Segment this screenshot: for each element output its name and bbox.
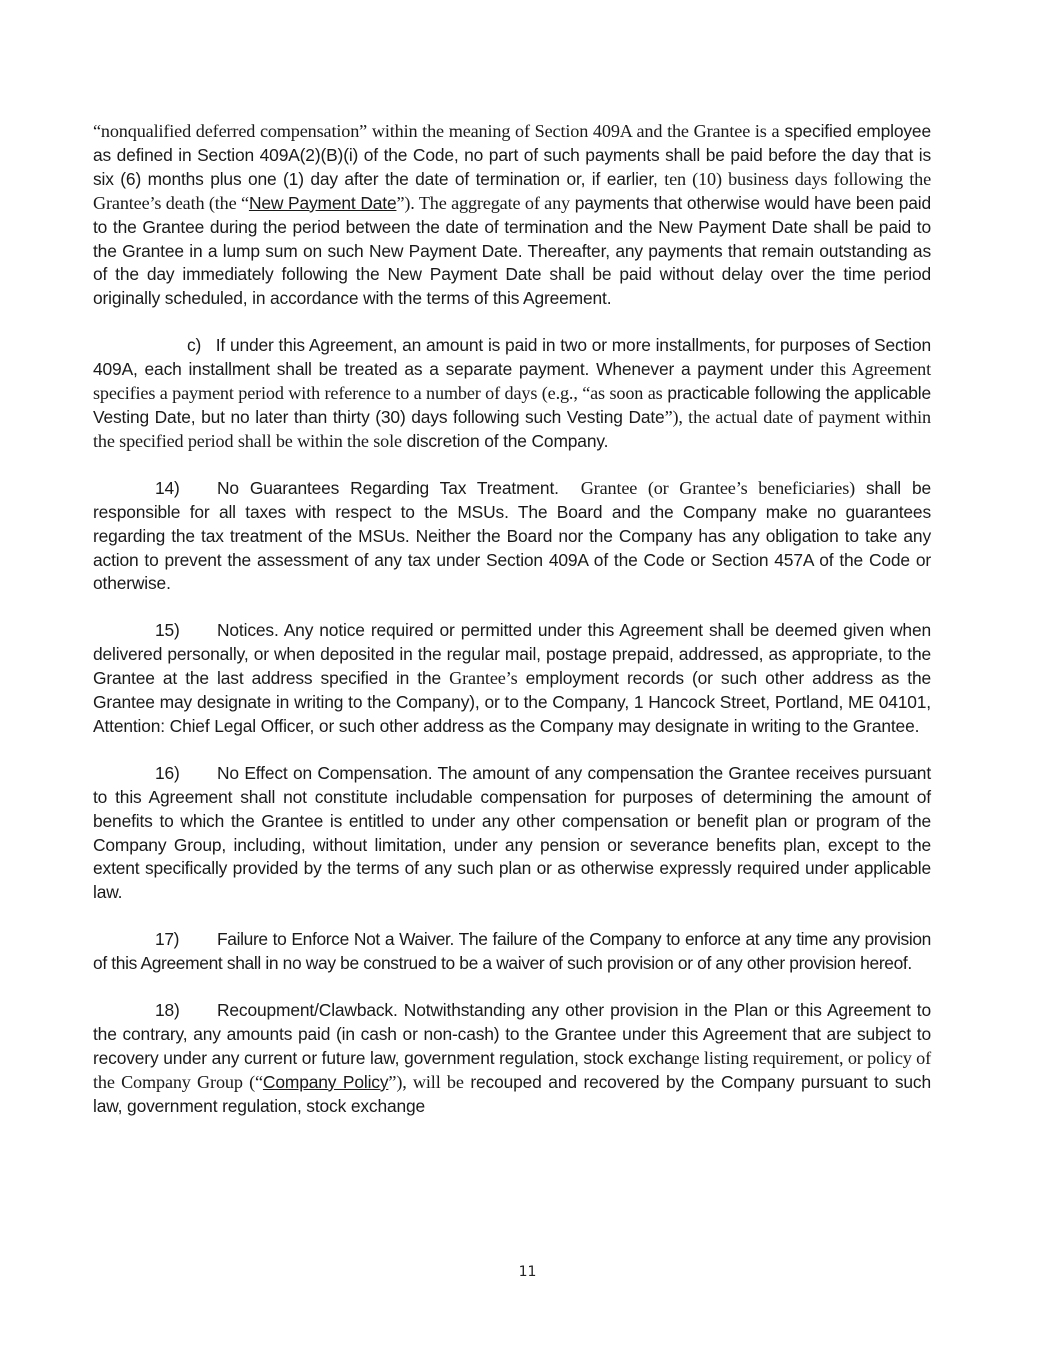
paragraph-installments [93,334,931,454]
text-run: discretion of the Company. [406,430,609,451]
section-16-no-effect-on-compensation [93,762,931,905]
section-heading: Recoupment/Clawback. [217,1000,398,1021]
section-heading: Notices. [217,620,279,641]
text-run: shall be responsible for all taxes with respect to the MSUs. The Board and the Company make no guarantees regarding the tax treatment of the MSUs. Neither the Board nor the Company has any obligation to take any action to prevent the assessment of any tax under Section 409A of the Code or Section 457A of the Code or otherwise. [93,477,931,594]
text-run: recouped and recovered by the Company pursuant to such law, government regulation, stock exchange [93,1071,931,1116]
defined-term-new-payment-date: New Payment Date [248,192,397,213]
paragraph-409a-continuation [93,120,931,311]
text-run: “nonqualified deferred compensation” within the meaning of Section 409A and the Grantee is a [93,121,780,141]
section-17-failure-to-enforce [93,928,931,976]
text-run: The amount of any compensation the Grantee receives pursuant to this Agreement shall not constitute includable compensation for purposes of determining the amount of benefits to which the Grantee is entitled to under any other compensation or benefit plan or program of the Company Group, including, without limitation, under any pension or severance benefits plan, except to the extent specifically provided by the terms of any such plan or as otherwise expressly required under applicable law. [93,762,931,903]
section-15-notices [93,619,931,739]
subsection-number: c) [187,335,202,356]
section-number: 15) [155,620,180,641]
text-run: nge listing requirement, or policy of the Company Group (“ [93,1047,931,1092]
section-number: 18) [155,1000,180,1021]
section-heading: No Effect on Compensation. [217,762,433,783]
section-18-recoupment-clawback [93,999,931,1119]
text-run: ”). The aggregate of any [396,192,570,213]
text-run: ”), the actual date of payment within the specified period shall be within the sole [93,406,931,451]
section-heading: Failure to Enforce Not a Waiver. [217,929,455,950]
text-run: this Agreement specifies a payment period with reference to a number of days (e.g., “as soon as [93,359,931,404]
text-run: Grantee (or Grantee’s beneficiaries) [580,477,856,498]
text-run: employment records (or such other address as the Grantee may designate in writing to the Company), or to the Company, 1 Hancock Street, Portland, ME 04101, Attention: Chief Legal Officer, or such other address as the Company may designate in writing to the Grantee. [93,668,932,736]
defined-term-company-policy: Company Policy [262,1071,389,1092]
section-14-tax-treatment [93,477,931,597]
text-run: The failure of the Company to enforce at any time any provision of this Agreement shall in no way be construed to be a waiver of such provision or of any other provision hereof. [93,929,931,974]
section-number: 16) [155,762,180,783]
section-heading: No Guarantees Regarding Tax Treatment. [217,477,559,498]
text-run: Grantee’s [449,668,518,689]
document-body [93,120,931,1142]
text-run: If under this Agreement, an amount is paid in two or more installments, for purposes of Section 409A, each installment shall be treated as a separate payment. Whenever a payment under [93,335,932,380]
text-run: specified employee as defined in Section 409A(2)(B)(i) of the Code, no part of such payments shall be paid before the day that is six (6) months plus one (1) day after the date of termination or, if earlier, [93,121,931,189]
text-run: ten (10) business days following the Grantee’s death (the “ [93,168,932,213]
text-run: Notwithstanding any other provision in the Plan or this Agreement to the contrary, any amounts paid (in cash or non-cash) to the Grantee under this Agreement that are subject to recovery under any current or future law, government regulation, stock excha [93,1000,931,1068]
text-run: payments that otherwise would have been paid to the Grantee during the period between the date of termination and the New Payment Date shall be paid to the Grantee in a lump sum on such New Payment Date. Thereafter, any payments that remain outstanding as of the day immediately following the New Payment Date shall be paid without delay over the time period originally scheduled, in accordance with the terms of this Agreement. [93,192,932,309]
text-run: Any notice required or permitted under this Agreement shall be deemed given when delivered personally, or when deposited in the regular mail, postage prepaid, addressed, as appropriate, to the Grantee at the last address specified in the [93,620,931,689]
text-run: ”), will be [388,1071,464,1092]
page-number: 11 [518,1264,537,1280]
text-run: practicable following the applicable Vesting Date, but no later than thirty (30) days following such Vesting Date [93,383,931,427]
section-number: 17) [155,929,180,950]
section-number: 14) [155,477,180,498]
